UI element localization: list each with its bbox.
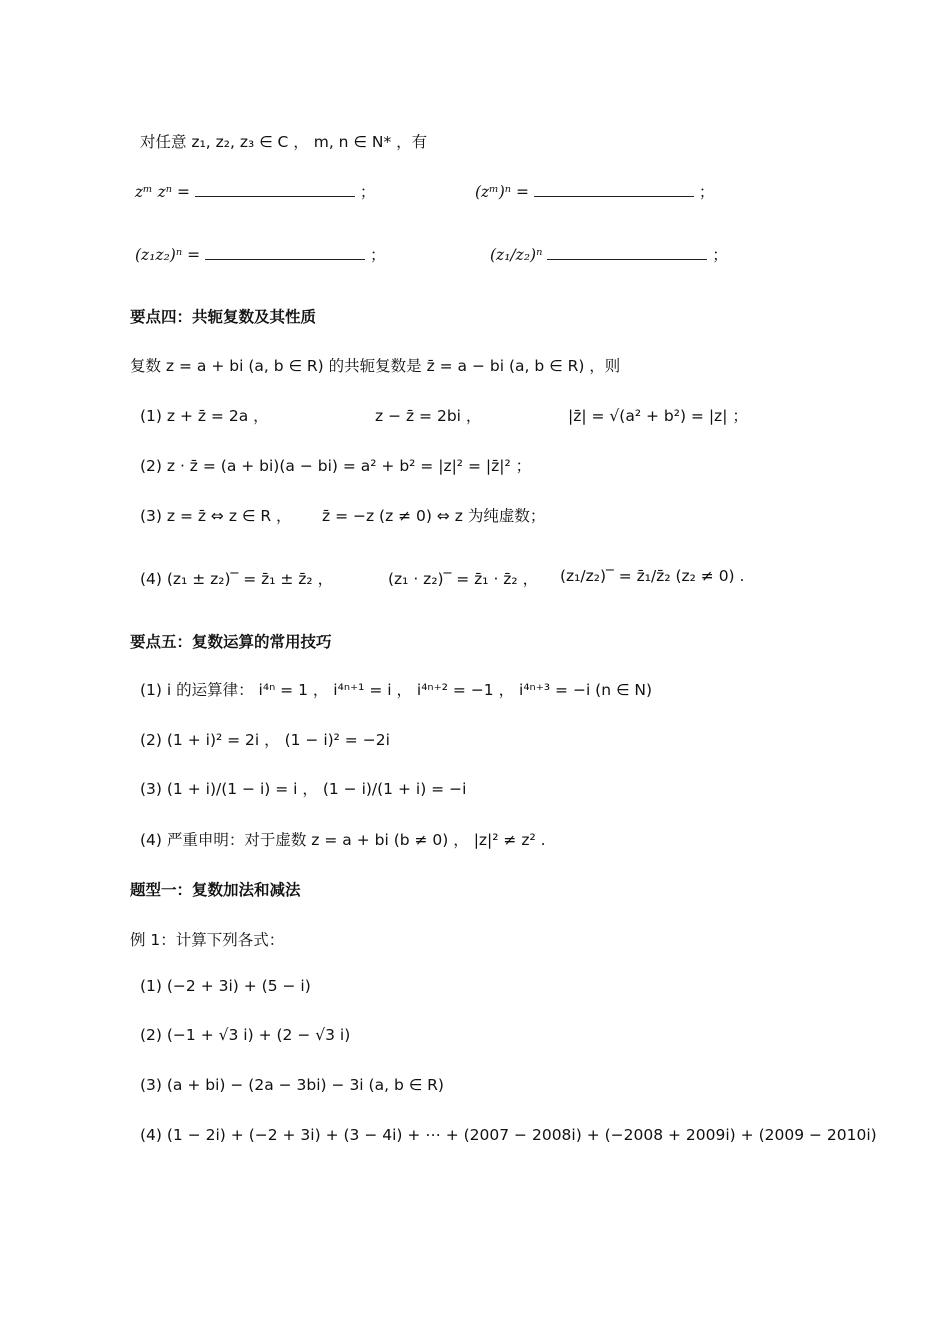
conj-property-1b: z − z̄ = 2bi ， <box>375 407 482 425</box>
answer-blank[interactable] <box>195 195 355 197</box>
s3-statement <box>140 130 427 152</box>
conj-property-4a: (4) (z₁ ± z₂)‾ = z̄₁ ± z̄₂ ， <box>140 570 334 588</box>
section-heading-5: 要点五：复数运算的常用技巧 <box>130 633 332 651</box>
tip-2: (2) (1 + i)² = 2i ， (1 − i)² = −2i <box>140 731 390 749</box>
conj-property-4b: (z₁ · z₂)‾ = z̄₁ · z̄₂ ， <box>388 570 539 588</box>
formula-z1z2-power-n: (z₁z₂)ⁿ = ； <box>135 246 386 264</box>
formula-z1-over-z2-power-n: (z₁/z₂)ⁿ ； <box>490 246 728 264</box>
tip-4: (4) 严重申明：对于虚数 z = a + bi (b ≠ 0) ， |z|² ≠ z² . <box>140 831 546 849</box>
formula-zm-zn: zᵐ zⁿ = ； <box>135 183 376 201</box>
section-heading-4: 要点四：共轭复数及其性质 <box>130 308 317 326</box>
answer-blank[interactable] <box>534 195 694 197</box>
conj-property-3a: (3) z = z̄ ⇔ z ∈ R ， <box>140 507 292 525</box>
tip-1: (1) i 的运算律： i⁴ⁿ = 1 ， i⁴ⁿ⁺¹ = i ， i⁴ⁿ⁺² = −1 ， i⁴ⁿ⁺³ = −i (n ∈ N) <box>140 681 653 699</box>
conj-property-4c: (z₁/z₂)‾ = z̄₁/z̄₂ (z₂ ≠ 0) . <box>560 567 745 585</box>
example-item-1: (1) (−2 + 3i) + (5 − i) <box>140 977 311 995</box>
conjugate-intro: 复数 z = a + bi (a, b ∈ R) 的共轭复数是 z̄ = a − bi (a, b ∈ R) ，则 <box>130 357 621 375</box>
example-item-2: (2) (−1 + √3 i) + (2 − √3 i) <box>140 1026 351 1044</box>
s3-text: 对任意 z₁, z₂, z₃ ∈ C ， m, n ∈ N* ，有 <box>140 133 428 151</box>
tip-3: (3) (1 + i)/(1 − i) = i ， (1 − i)/(1 + i) = −i <box>140 780 467 798</box>
conj-property-1a: (1) z + z̄ = 2a ， <box>140 407 269 425</box>
answer-blank[interactable] <box>205 258 365 260</box>
conj-property-1c: |z̄| = √(a² + b²) = |z| ； <box>568 407 748 425</box>
example-item-4: (4) (1 − 2i) + (−2 + 3i) + (3 − 4i) + ⋯ + (2007 − 2008i) + (−2008 + 2009i) + (2009 − 2010i) <box>140 1126 877 1144</box>
conj-property-2: (2) z · z̄ = (a + bi)(a − bi) = a² + b² = |z|² = |z̄|² ； <box>140 457 532 475</box>
conj-property-3b: z̄ = −z (z ≠ 0) ⇔ z 为纯虚数； <box>322 507 546 525</box>
example-item-3: (3) (a + bi) − (2a − 3bi) − 3i (a, b ∈ R) <box>140 1076 444 1094</box>
answer-blank[interactable] <box>547 258 707 260</box>
formula-zm-power-n: (zᵐ)ⁿ = ； <box>475 183 715 201</box>
section-heading-type1: 题型一：复数加法和减法 <box>130 881 301 899</box>
example-title: 例 1：计算下列各式： <box>130 931 285 949</box>
